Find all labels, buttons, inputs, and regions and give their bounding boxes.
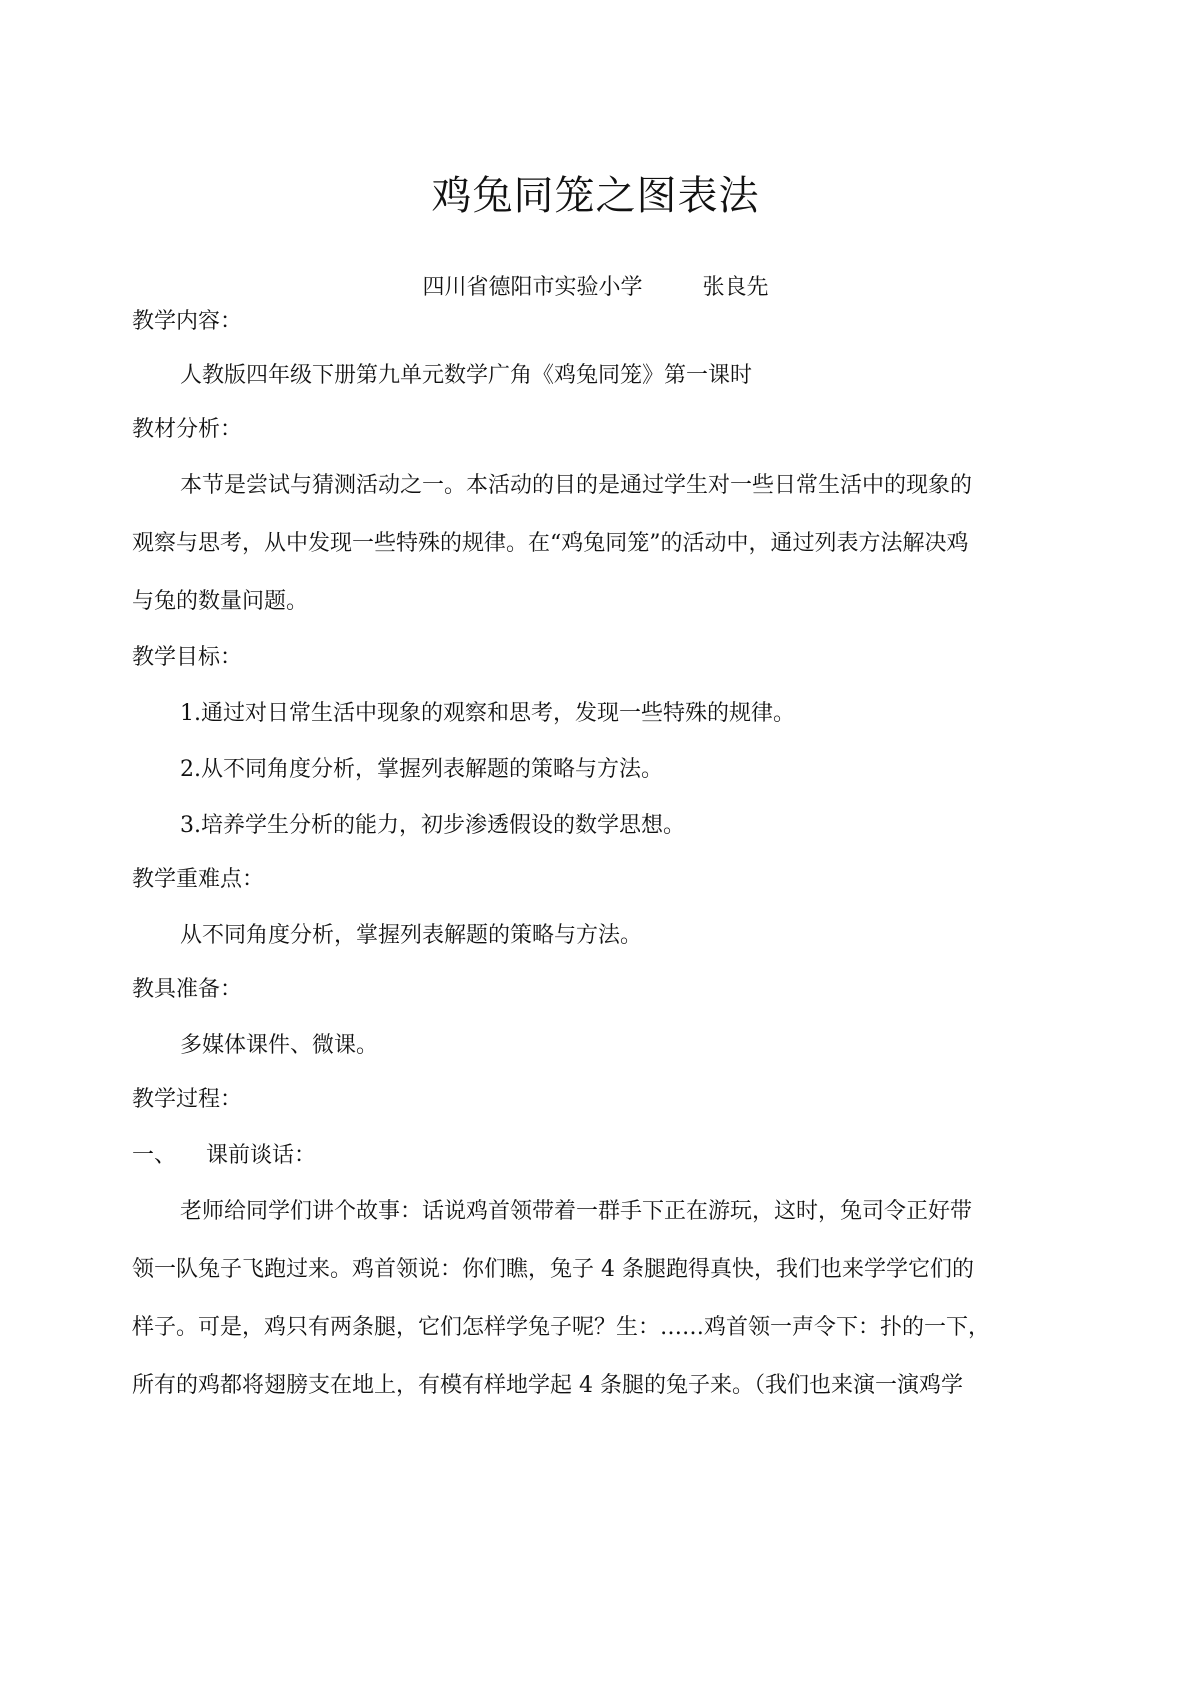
- analysis-heading: 教材分析：: [132, 417, 243, 442]
- goal-item: 2.从不同角度分析，掌握列表解题的策略与方法。: [180, 757, 663, 782]
- tools-text: 多媒体课件、微课。: [180, 1033, 379, 1058]
- analysis-line: 与兔的数量问题。: [132, 589, 309, 614]
- content-text: 人教版四年级下册第九单元数学广角《鸡兔同笼》第一课时: [180, 363, 753, 388]
- story-line: 样子。可是，鸡只有两条腿，它们怎样学兔子呢？生：……鸡首领一声令下：扑的一下，: [132, 1315, 991, 1340]
- goal-item: 1.通过对日常生活中现象的观察和思考，发现一些特殊的规律。: [180, 701, 795, 726]
- story-line: 领一队兔子飞跑过来。鸡首领说：你们瞧，兔子 4 条腿跑得真快，我们也来学学它们的: [132, 1257, 974, 1282]
- key-points-text: 从不同角度分析，掌握列表解题的策略与方法。: [180, 923, 643, 948]
- story-line: 老师给同学们讲个故事：话说鸡首领带着一群手下正在游玩，这时，兔司令正好带: [180, 1199, 973, 1224]
- step1-heading: [132, 1140, 1072, 1172]
- goal-item: 3.培养学生分析的能力，初步渗透假设的数学思想。: [180, 813, 685, 838]
- step1-title: 课前谈话：: [206, 1143, 317, 1168]
- story-line: 所有的鸡都将翅膀支在地上，有模有样地学起 4 条腿的兔子来。（我们也来演一演鸡学: [132, 1373, 963, 1398]
- byline: [0, 272, 1191, 304]
- tools-heading: 教具准备：: [132, 977, 243, 1002]
- school-name: 四川省德阳市实验小学: [422, 275, 643, 300]
- analysis-line: 观察与思考，从中发现一些特殊的规律。在“鸡兔同笼”的活动中，通过列表方法解决鸡: [132, 531, 969, 556]
- goals-heading: 教学目标：: [132, 645, 243, 670]
- content-heading: 教学内容：: [132, 309, 243, 334]
- key-points-heading: 教学重难点：: [132, 867, 265, 892]
- author-name: 张良先: [702, 275, 769, 300]
- analysis-line: 本节是尝试与猜测活动之一。本活动的目的是通过学生对一些日常生活中的现象的: [180, 473, 973, 498]
- process-heading: 教学过程：: [132, 1087, 243, 1112]
- step1-number: 一、: [132, 1143, 177, 1168]
- document-title: 鸡兔同笼之图表法: [431, 173, 760, 219]
